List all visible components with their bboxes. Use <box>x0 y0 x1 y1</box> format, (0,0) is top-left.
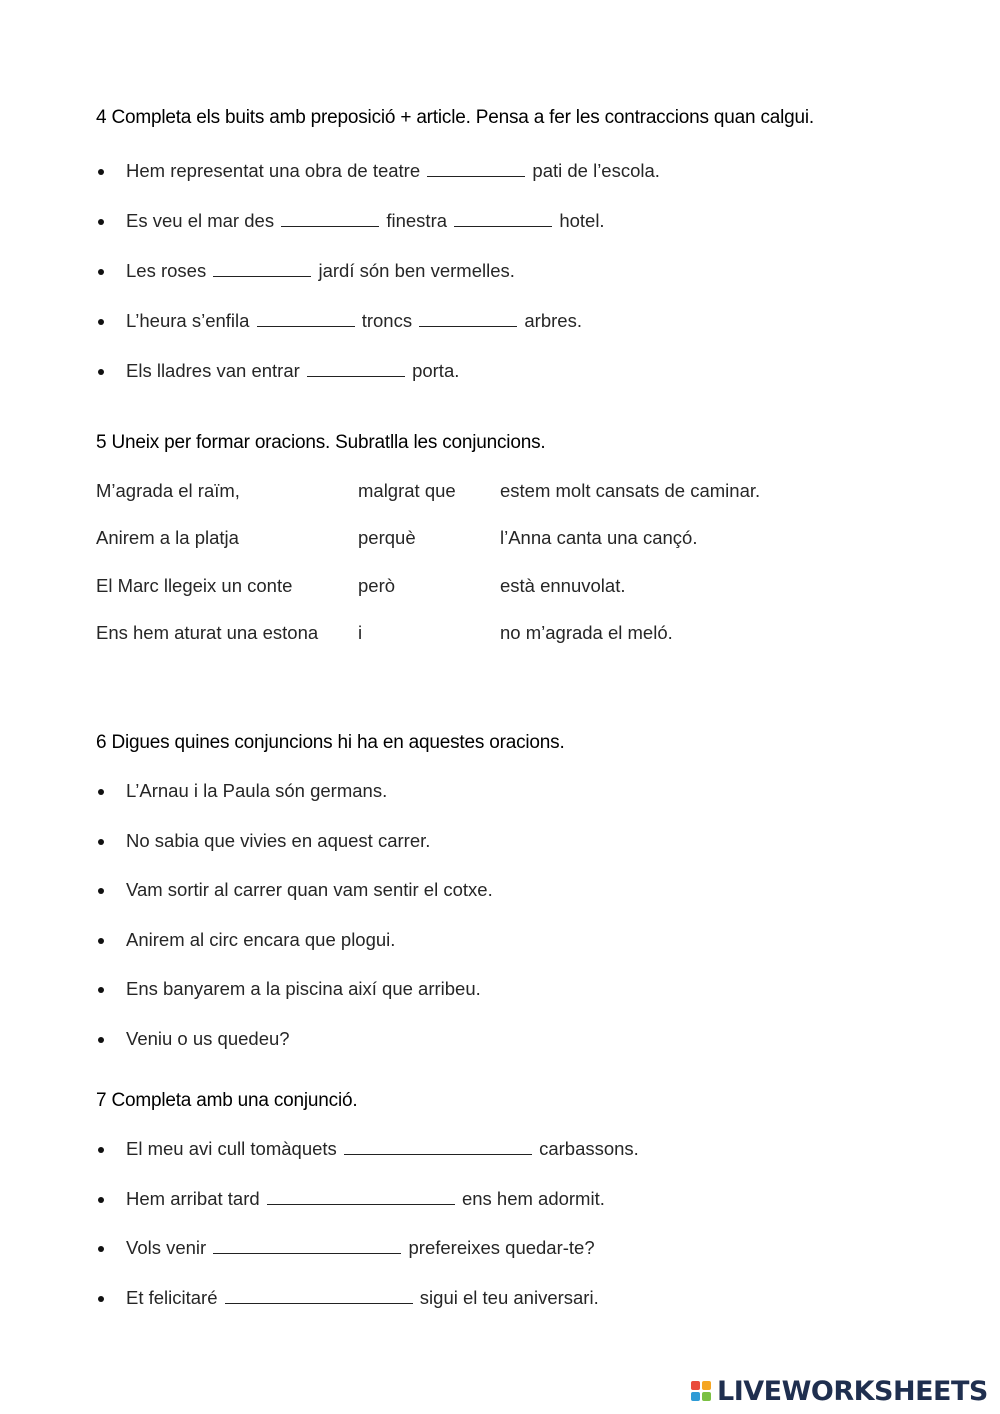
blank-field[interactable] <box>257 311 355 327</box>
blank-field[interactable] <box>344 1139 532 1155</box>
blank-field[interactable] <box>267 1189 455 1205</box>
blank-field[interactable] <box>281 211 379 227</box>
match-row <box>96 480 896 502</box>
match-middle[interactable]: però <box>358 575 396 596</box>
blank-field[interactable] <box>213 1238 401 1254</box>
section-5-heading: 5 Uneix per formar oracions. Subratlla les conjuncions. <box>96 432 546 453</box>
section-4-heading: 4 Completa els buits amb preposició + article. Pensa a fer les contraccions quan calgui. <box>96 107 814 128</box>
section-7-heading: 7 Completa amb una conjunció. <box>96 1090 358 1111</box>
section-6-list <box>96 781 493 1049</box>
match-middle[interactable]: malgrat que <box>358 480 456 501</box>
match-row <box>96 527 896 549</box>
match-right[interactable]: estem molt cansats de caminar. <box>500 480 761 501</box>
blank-field[interactable] <box>225 1288 413 1304</box>
blank-field[interactable] <box>454 211 552 227</box>
blank-field[interactable] <box>419 311 517 327</box>
blank-field[interactable] <box>307 361 405 377</box>
section-7-list <box>96 1139 639 1308</box>
match-middle[interactable]: perquè <box>358 527 416 548</box>
list-item: Veniu o us quedeu? <box>96 1029 493 1049</box>
match-row <box>96 622 896 644</box>
list-item: Ens banyarem a la piscina així que arribeu. <box>96 979 493 999</box>
list-item: Anirem al circ encara que plogui. <box>96 930 493 950</box>
liveworksheets-logo <box>691 1376 988 1406</box>
match-right[interactable]: està ennuvolat. <box>500 575 626 596</box>
list-item: Hem representat una obra de teatre pati de l’escola. <box>96 161 660 181</box>
match-left[interactable]: Ens hem aturat una estona <box>96 622 319 643</box>
list-item: L’heura s’enfila troncs arbres. <box>96 311 660 331</box>
match-middle[interactable]: i <box>358 622 363 643</box>
list-item: Les roses jardí són ben vermelles. <box>96 261 660 281</box>
match-left[interactable]: El Marc llegeix un conte <box>96 575 293 596</box>
section-4-list <box>96 161 660 381</box>
list-item: Vam sortir al carrer quan vam sentir el cotxe. <box>96 880 493 900</box>
match-right[interactable]: l’Anna canta una cançó. <box>500 527 698 548</box>
match-left[interactable]: M’agrada el raïm, <box>96 480 240 501</box>
list-item: No sabia que vivies en aquest carrer. <box>96 831 493 851</box>
list-item: Et felicitaré sigui el teu aniversari. <box>96 1288 639 1308</box>
blank-field[interactable] <box>427 161 525 177</box>
list-item: Es veu el mar des finestra hotel. <box>96 211 660 231</box>
list-item: Vols venir prefereixes quedar-te? <box>96 1238 639 1258</box>
section-6-heading: 6 Digues quines conjuncions hi ha en aquestes oracions. <box>96 732 565 753</box>
list-item: El meu avi cull tomàquets carbassons. <box>96 1139 639 1159</box>
logo-text: LIVEWORKSHEETS <box>717 1375 988 1407</box>
logo-badge-icon <box>691 1381 711 1401</box>
blank-field[interactable] <box>213 261 311 277</box>
list-item: L’Arnau i la Paula són germans. <box>96 781 493 801</box>
match-right[interactable]: no m’agrada el meló. <box>500 622 673 643</box>
list-item: Els lladres van entrar porta. <box>96 361 660 381</box>
match-left[interactable]: Anirem a la platja <box>96 527 239 548</box>
list-item: Hem arribat tard ens hem adormit. <box>96 1189 639 1209</box>
match-row <box>96 575 896 597</box>
